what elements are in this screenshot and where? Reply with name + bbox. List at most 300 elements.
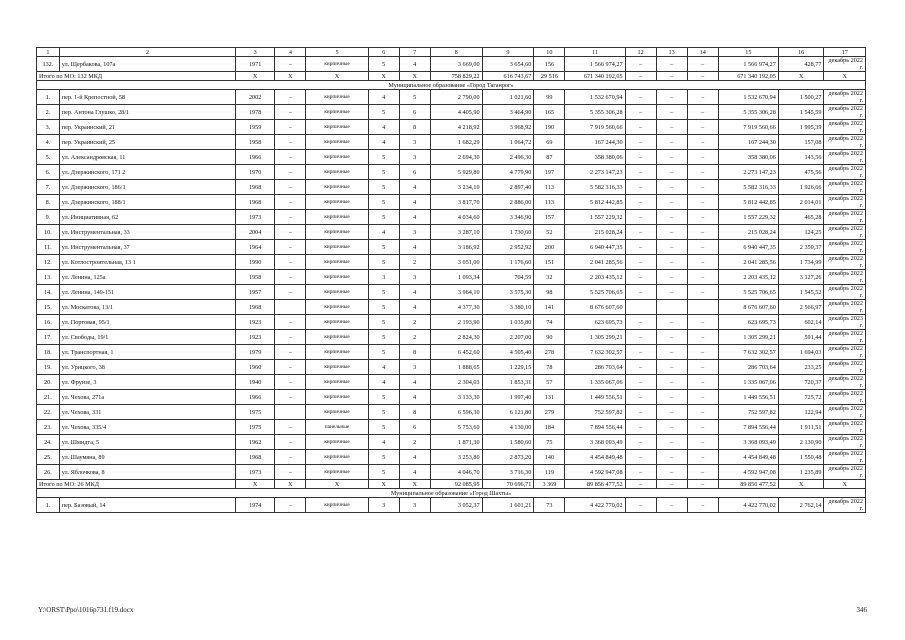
area-living-cell: 4 130,00 <box>482 420 534 435</box>
footer-file-path: Y:\ORST\Ppo\1016p731.f19.docx <box>38 606 134 614</box>
total-cell-c7: Х <box>399 72 430 81</box>
address-cell: ул. Щербакова, 107а <box>59 57 235 72</box>
deadline-cell: декабрь 2022 г. <box>824 390 866 405</box>
area-total-cell: 5 753,60 <box>430 420 482 435</box>
table-row <box>37 360 866 375</box>
entrances-cell: 3 <box>399 270 430 285</box>
cell-col13: – <box>656 465 687 480</box>
residents-cell: 131 <box>534 390 565 405</box>
total-cell-c12: – <box>625 72 656 81</box>
residents-cell: 119 <box>534 465 565 480</box>
cell-col12: – <box>625 405 656 420</box>
total-cell-c4: Х <box>275 72 306 81</box>
cell-col12: – <box>625 498 656 513</box>
cell-col12: – <box>625 195 656 210</box>
cell-col12: – <box>625 210 656 225</box>
unit-cost-cell: 3 127,26 <box>778 270 824 285</box>
cell-col13: – <box>656 210 687 225</box>
cell-col4: – <box>275 435 306 450</box>
column-number: 13 <box>656 48 687 57</box>
row-number: 1. <box>37 90 60 105</box>
cell-col14: – <box>687 285 718 300</box>
table-row <box>37 405 866 420</box>
housing-register-table <box>36 47 866 513</box>
year-cell: 1958 <box>235 135 274 150</box>
area-total-cell: 6 452,60 <box>430 345 482 360</box>
unit-cost-cell: 2 566,97 <box>778 300 824 315</box>
deadline-cell: декабрь 2022 г. <box>824 450 866 465</box>
area-living-cell: 2 207,00 <box>482 330 534 345</box>
cost-cell: 286 703,64 <box>565 360 625 375</box>
cell-col12: – <box>625 150 656 165</box>
cell-col12: – <box>625 315 656 330</box>
row-number: 24. <box>37 435 60 450</box>
entrances-cell: 6 <box>399 165 430 180</box>
cell-col4: – <box>275 225 306 240</box>
table-row <box>37 255 866 270</box>
residents-cell: 78 <box>534 360 565 375</box>
area-total-cell: 3 669,00 <box>430 57 482 72</box>
cell-col14: – <box>687 375 718 390</box>
cell-col13: – <box>656 498 687 513</box>
address-cell: ул. Портовая, 95/1 <box>59 315 235 330</box>
address-cell: ул. Транспортная, 1 <box>59 345 235 360</box>
address-cell: ул. Инструментальная, 37 <box>59 240 235 255</box>
cell-col14: – <box>687 435 718 450</box>
table-row <box>37 135 866 150</box>
year-cell: 1940 <box>235 375 274 390</box>
address-cell: ул. Москатова, 13/1 <box>59 300 235 315</box>
row-number: 19. <box>37 360 60 375</box>
cell-col14: – <box>687 390 718 405</box>
residents-cell: 73 <box>534 498 565 513</box>
column-number: 16 <box>778 48 824 57</box>
cell-col14 <box>687 300 718 315</box>
cell-col4: – <box>275 210 306 225</box>
deadline-cell: декабрь 2022 г. <box>824 420 866 435</box>
cost-total-cell: 286 703,64 <box>718 360 778 375</box>
year-cell: 1973 <box>235 465 274 480</box>
entrances-cell: 6 <box>399 105 430 120</box>
residents-cell: 279 <box>534 405 565 420</box>
year-cell: 1975 <box>235 420 274 435</box>
cell-col14: – <box>687 210 718 225</box>
floors-cell: 5 <box>368 420 399 435</box>
material-cell: кирпичные <box>306 345 368 360</box>
address-cell: ул. Чехова, 331 <box>59 405 235 420</box>
area-total-cell: 3 234,10 <box>430 180 482 195</box>
cell-col4: – <box>275 498 306 513</box>
total-cell-area_living: 616 743,67 <box>482 72 534 81</box>
cost-total-cell: 3 368 093,49 <box>718 435 778 450</box>
cell-col14: – <box>687 180 718 195</box>
unit-cost-cell: 2 014,01 <box>778 195 824 210</box>
entrances-cell: 8 <box>399 405 430 420</box>
table-row <box>37 195 866 210</box>
cost-cell: 623 695,73 <box>565 315 625 330</box>
cost-cell: 5 355 306,28 <box>565 105 625 120</box>
total-cell-c5: Х <box>306 72 368 81</box>
table-row <box>37 150 866 165</box>
floors-cell: 5 <box>368 165 399 180</box>
cell-col12: – <box>625 360 656 375</box>
unit-cost-cell: 157,08 <box>778 135 824 150</box>
area-total-cell: 1 093,34 <box>430 270 482 285</box>
entrances-cell: 3 <box>399 150 430 165</box>
cell-col13: – <box>656 135 687 150</box>
address-cell: ул. Ленина, 125а <box>59 270 235 285</box>
floors-cell: 5 <box>368 57 399 72</box>
address-cell: ул. Дзержинского, 171 2 <box>59 165 235 180</box>
entrances-cell: 4 <box>399 300 430 315</box>
year-cell: 1979 <box>235 345 274 360</box>
total-cell-c15: 89 856 477,52 <box>718 480 778 489</box>
table-row <box>37 57 866 72</box>
deadline-cell: декабрь 2022 г. <box>824 345 866 360</box>
cell-col4: – <box>275 270 306 285</box>
table-row <box>37 390 866 405</box>
cost-total-cell: 5 355 306,28 <box>718 105 778 120</box>
area-living-cell: 4 779,90 <box>482 165 534 180</box>
year-cell: 1959 <box>235 120 274 135</box>
address-cell: ул. Фрунзе, 3 <box>59 375 235 390</box>
year-cell: 1975 <box>235 405 274 420</box>
table-row <box>37 270 866 285</box>
area-living-cell: 1 853,31 <box>482 375 534 390</box>
total-cell-c16: Х <box>778 480 824 489</box>
total-cell-c12: – <box>625 480 656 489</box>
area-living-cell: 1 035,80 <box>482 315 534 330</box>
cost-total-cell: 623 695,73 <box>718 315 778 330</box>
entrances-cell: 4 <box>399 210 430 225</box>
table-row <box>37 120 866 135</box>
cost-total-cell: 8 676 607,60 <box>718 300 778 315</box>
material-cell: кирпичные <box>306 255 368 270</box>
area-total-cell: 4 377,30 <box>430 300 482 315</box>
total-cell-c6: Х <box>368 480 399 489</box>
deadline-cell: декабрь 2022 г. <box>824 240 866 255</box>
table-row <box>37 105 866 120</box>
row-number: 13. <box>37 270 60 285</box>
cost-cell: 4 592 947,08 <box>565 465 625 480</box>
section-title: Муниципальное образование «Город Таганрог» <box>37 81 866 90</box>
unit-cost-cell: 725,72 <box>778 390 824 405</box>
entrances-cell: 3 <box>399 135 430 150</box>
cost-total-cell: 215 028,24 <box>718 225 778 240</box>
table-row <box>37 345 866 360</box>
cell-col12: – <box>625 240 656 255</box>
unit-cost-cell: 1 926,66 <box>778 180 824 195</box>
floors-cell: 5 <box>368 450 399 465</box>
cell-col13: – <box>656 315 687 330</box>
total-cell-c17: Х <box>824 480 866 489</box>
cost-total-cell: 5 525 706,65 <box>718 285 778 300</box>
cost-total-cell: 5 812 442,85 <box>718 195 778 210</box>
area-living-cell: 3 575,30 <box>482 285 534 300</box>
floors-cell: 5 <box>368 210 399 225</box>
cell-col12: – <box>625 345 656 360</box>
cost-cell: 5 525 706,65 <box>565 285 625 300</box>
cost-total-cell: 7 632 302,57 <box>718 345 778 360</box>
row-number: 25. <box>37 450 60 465</box>
address-cell: ул. Котлостроительная, 13 1 <box>59 255 235 270</box>
total-cell-residents: 29 516 <box>534 72 565 81</box>
cell-col13: – <box>656 390 687 405</box>
cell-col4: – <box>275 465 306 480</box>
total-cell-c5: Х <box>306 480 368 489</box>
cell-col12: – <box>625 270 656 285</box>
cell-col13: – <box>656 285 687 300</box>
cell-col13: – <box>656 360 687 375</box>
year-cell: 1962 <box>235 435 274 450</box>
material-cell: кирпичные <box>306 90 368 105</box>
cell-col12: – <box>625 450 656 465</box>
column-number: 2 <box>59 48 235 57</box>
cell-col14: – <box>687 225 718 240</box>
year-cell: 1958 <box>235 270 274 285</box>
total-cell-c13: – <box>656 72 687 81</box>
footer-page-number: 346 <box>856 606 867 614</box>
column-number-row <box>37 48 866 57</box>
area-living-cell: 3 654,60 <box>482 57 534 72</box>
floors-cell: 5 <box>368 180 399 195</box>
row-number: 3. <box>37 120 60 135</box>
material-cell: панельные <box>306 420 368 435</box>
cell-col12: – <box>625 255 656 270</box>
area-total-cell: 2 824,30 <box>430 330 482 345</box>
cell-col14: – <box>687 195 718 210</box>
section-header-row <box>37 489 866 498</box>
material-cell: кирпичные <box>306 360 368 375</box>
area-total-cell: 3 964,10 <box>430 285 482 300</box>
deadline-cell: декабрь 2022 г. <box>824 210 866 225</box>
floors-cell: 3 <box>368 498 399 513</box>
total-label: Итого по МО: 26 МКД <box>37 480 236 489</box>
area-living-cell: 2 873,20 <box>482 450 534 465</box>
entrances-cell: 2 <box>399 435 430 450</box>
floors-cell: 3 <box>368 270 399 285</box>
row-number: 21. <box>37 390 60 405</box>
area-total-cell: 3 052,37 <box>430 498 482 513</box>
deadline-cell: декабрь 2022 г. <box>824 150 866 165</box>
total-cell-c4: Х <box>275 480 306 489</box>
unit-cost-cell: 1 995,39 <box>778 120 824 135</box>
cell-col4: – <box>275 150 306 165</box>
cost-total-cell: 6 940 447,35 <box>718 240 778 255</box>
cell-col12: – <box>625 225 656 240</box>
cell-col12: – <box>625 165 656 180</box>
address-cell: ул. Александровская, 11 <box>59 150 235 165</box>
cost-cell: 2 273 147,23 <box>565 165 625 180</box>
cost-cell: 5 582 316,33 <box>565 180 625 195</box>
area-total-cell: 6 596,30 <box>430 405 482 420</box>
cell-col12: – <box>625 285 656 300</box>
total-cell-area_total: 92 085,95 <box>430 480 482 489</box>
table-row <box>37 285 866 300</box>
year-cell: 1960 <box>235 360 274 375</box>
area-living-cell: 2 897,40 <box>482 180 534 195</box>
row-number: 8. <box>37 195 60 210</box>
cell-col14: – <box>687 498 718 513</box>
cell-col14: – <box>687 315 718 330</box>
cost-cell: 1 449 556,51 <box>565 390 625 405</box>
area-living-cell: 1 601,21 <box>482 498 534 513</box>
year-cell: 1971 <box>235 57 274 72</box>
cost-total-cell: 752 597,82 <box>718 405 778 420</box>
row-number: 5. <box>37 150 60 165</box>
address-cell: ул. Яблочкова, 8 <box>59 465 235 480</box>
year-cell: 1957 <box>235 285 274 300</box>
area-living-cell: 1 176,60 <box>482 255 534 270</box>
cell-col13: – <box>656 57 687 72</box>
material-cell: кирпичные <box>306 435 368 450</box>
cost-total-cell: 1 305 299,21 <box>718 330 778 345</box>
material-cell: кирпичные <box>306 210 368 225</box>
cost-cell: 215 028,24 <box>565 225 625 240</box>
address-cell: ул. Урицкого, 38 <box>59 360 235 375</box>
cell-col4 <box>275 405 306 420</box>
cost-cell: 2 203 435,12 <box>565 270 625 285</box>
cell-col13: – <box>656 90 687 105</box>
area-living-cell: 2 952,92 <box>482 240 534 255</box>
cell-col12: – <box>625 465 656 480</box>
total-cell-c6: Х <box>368 72 399 81</box>
year-cell: 1966 <box>235 390 274 405</box>
cell-col13: – <box>656 240 687 255</box>
residents-cell: 157 <box>534 210 565 225</box>
row-number: 6. <box>37 165 60 180</box>
residents-cell: 74 <box>534 315 565 330</box>
cost-cell: 6 940 447,35 <box>565 240 625 255</box>
material-cell: кирпичные <box>306 390 368 405</box>
row-number: 7. <box>37 180 60 195</box>
table-row <box>37 498 866 513</box>
cost-cell: 1 557 229,32 <box>565 210 625 225</box>
residents-cell: 98 <box>534 285 565 300</box>
floors-cell: 5 <box>368 255 399 270</box>
cell-col13 <box>656 300 687 315</box>
cell-col12: – <box>625 120 656 135</box>
total-cell-c15: 671 340 192,05 <box>718 72 778 81</box>
cost-cell: 5 812 442,85 <box>565 195 625 210</box>
row-number: 23. <box>37 420 60 435</box>
cost-cell: 2 041 285,56 <box>565 255 625 270</box>
entrances-cell: 4 <box>399 180 430 195</box>
table-row <box>37 240 866 255</box>
cell-col12: – <box>625 105 656 120</box>
unit-cost-cell: 465,28 <box>778 210 824 225</box>
material-cell: кирпичные <box>306 330 368 345</box>
column-number: 1 <box>37 48 60 57</box>
area-living-cell: 6 121,80 <box>482 405 534 420</box>
total-cell-c14: – <box>687 480 718 489</box>
floors-cell: 5 <box>368 300 399 315</box>
address-cell: ул. Шаумяна, 89 <box>59 450 235 465</box>
row-number: 12. <box>37 255 60 270</box>
row-number: 18. <box>37 345 60 360</box>
area-total-cell: 4 034,60 <box>430 210 482 225</box>
cost-cell: 7 919 560,66 <box>565 120 625 135</box>
unit-cost-cell: 1 550,48 <box>778 450 824 465</box>
area-total-cell: 2 694,30 <box>430 150 482 165</box>
table-row <box>37 375 866 390</box>
cell-col12: – <box>625 390 656 405</box>
address-cell: пер. Украинский, 25 <box>59 135 235 150</box>
material-cell: кирпичные <box>306 375 368 390</box>
column-number: 7 <box>399 48 430 57</box>
table-row <box>37 450 866 465</box>
address-cell: ул. Дзержинского, 188/1 <box>59 195 235 210</box>
entrances-cell: 8 <box>399 345 430 360</box>
deadline-cell: декабрь 2022 г. <box>824 330 866 345</box>
cost-total-cell: 2 203 435,12 <box>718 270 778 285</box>
cell-col14: – <box>687 345 718 360</box>
unit-cost-cell: 2 350,37 <box>778 240 824 255</box>
deadline-cell: декабрь 2022 г. <box>824 300 866 315</box>
total-cell-area_living: 70 696,71 <box>482 480 534 489</box>
deadline-cell: декабрь 2022 г. <box>824 120 866 135</box>
year-cell: 1923 <box>235 315 274 330</box>
table-row <box>37 180 866 195</box>
table-row <box>37 300 866 315</box>
total-cell-area_total: 758 829,22 <box>430 72 482 81</box>
material-cell: кирпичные <box>306 57 368 72</box>
area-total-cell: 2 304,03 <box>430 375 482 390</box>
area-living-cell: 4 505,40 <box>482 345 534 360</box>
cell-col4: – <box>275 165 306 180</box>
cost-total-cell: 4 422 770,02 <box>718 498 778 513</box>
table-row <box>37 165 866 180</box>
cell-col12: – <box>625 435 656 450</box>
cell-col14: – <box>687 135 718 150</box>
cost-cell: 7 894 556,44 <box>565 420 625 435</box>
cell-col4: – <box>275 135 306 150</box>
year-cell: 1964 <box>235 240 274 255</box>
residents-cell: 151 <box>534 255 565 270</box>
cost-total-cell: 1 449 556,51 <box>718 390 778 405</box>
cell-col14: – <box>687 255 718 270</box>
material-cell: кирпичные <box>306 240 368 255</box>
unit-cost-cell: 1 734,99 <box>778 255 824 270</box>
total-label: Итого по МО: 132 МКД <box>37 72 236 81</box>
unit-cost-cell: 591,44 <box>778 330 824 345</box>
area-living-cell: 1 580,60 <box>482 435 534 450</box>
cost-total-cell: 4 592 947,08 <box>718 465 778 480</box>
cell-col13: – <box>656 180 687 195</box>
column-number: 10 <box>534 48 565 57</box>
cell-col13: – <box>656 120 687 135</box>
deadline-cell: декабрь 2022 г. <box>824 225 866 240</box>
table-row <box>37 90 866 105</box>
material-cell: кирпичные <box>306 150 368 165</box>
unit-cost-cell: 122,94 <box>778 405 824 420</box>
cell-col12: – <box>625 135 656 150</box>
floors-cell: 5 <box>368 285 399 300</box>
area-living-cell: 1 229,15 <box>482 360 534 375</box>
unit-cost-cell: 2 762,14 <box>778 498 824 513</box>
floors-cell: 5 <box>368 195 399 210</box>
column-number: 6 <box>368 48 399 57</box>
row-number: 10. <box>37 225 60 240</box>
deadline-cell: декабрь 2022 г. <box>824 180 866 195</box>
row-number: 132. <box>37 57 60 72</box>
material-cell: кирпичные <box>306 120 368 135</box>
cell-col4: – <box>275 315 306 330</box>
address-cell: пер. 1-й Крепостной, 58 <box>59 90 235 105</box>
material-cell: кирпичные <box>306 135 368 150</box>
cost-total-cell: 167 244,30 <box>718 135 778 150</box>
cell-col4: – <box>275 255 306 270</box>
